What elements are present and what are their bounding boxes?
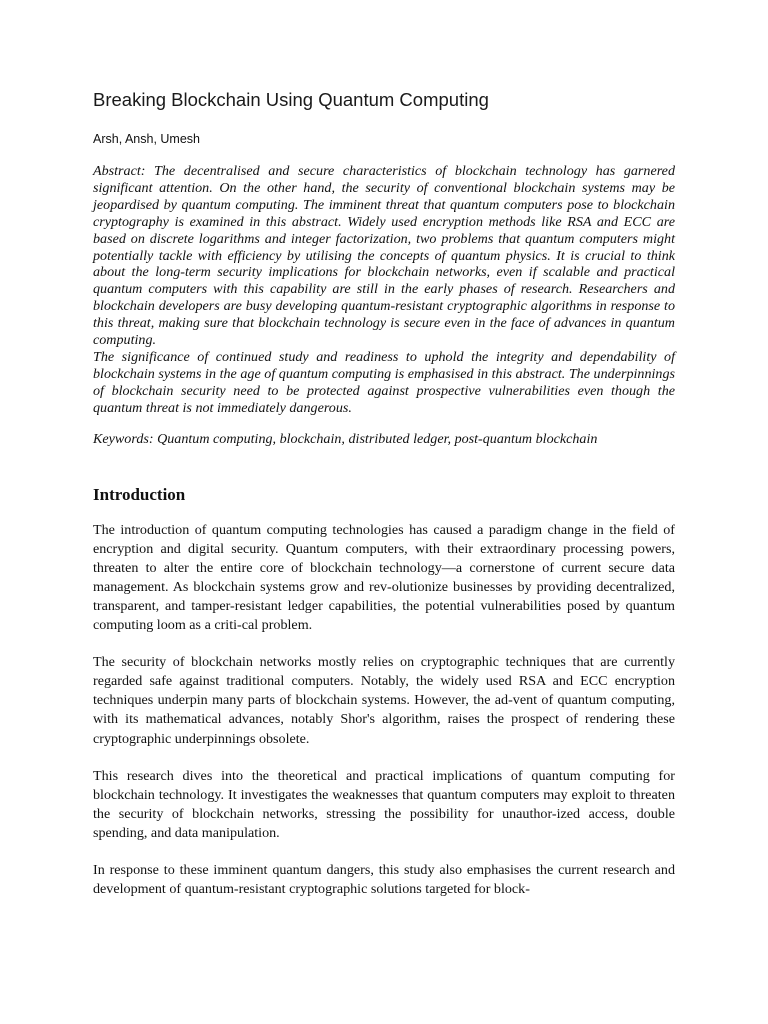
abstract-block [93, 163, 675, 417]
abstract-paragraph: The significance of continued study and readiness to uphold the integrity and dependability of blockchain systems in the age of quantum computing is emphasised in this abstract. The underpinnings of blockchain security need to be protected against prospective vulnerabilities even though the quantum threat is not immediately dangerous. [93, 348, 675, 416]
author-list: Arsh, Ansh, Umesh [93, 132, 200, 146]
section-heading-introduction: Introduction [93, 484, 186, 504]
keywords-line: Keywords: Quantum computing, blockchain, distributed ledger, post-quantum blockchain [93, 430, 598, 447]
body-paragraph: The security of blockchain networks mostly relies on cryptographic techniques that are currently regarded safe against traditional computers. Notably, the widely used RSA and ECC encryption techniques underpin many parts of blockchain systems. However, the ad-vent of quantum computing, with its mathematical advances, notably Shor's algorithm, raises the prospect of rendering these cryptographic underpinnings obsolete. [93, 654, 675, 747]
body-paragraph: The introduction of quantum computing technologies has caused a paradigm change in the field of encryption and digital security. Quantum computers, with their extraordinary processing powers, threaten to alter the entire core of blockchain technology—a cornerstone of current secure data management. As blockchain systems grow and rev-olutionize businesses by providing decentralized, transparent, and tamper-resistant ledger capabilities, the potential vulnerabilities posed by quantum computing loom as a criti-cal problem. [93, 521, 675, 634]
body-paragraph: This research dives into the theoretical and practical implications of quantum computing for blockchain technology. It investigates the weaknesses that quantum computers may exploit to threaten the security of blockchain networks, stressing the possibility for unauthor-ized access, double spending, and data manipulation. [93, 767, 675, 841]
paper-page [93, 88, 675, 899]
paper-title: Breaking Blockchain Using Quantum Computing [93, 89, 489, 110]
abstract-paragraph: Abstract: The decentralised and secure characteristics of blockchain technology has garnered significant attention. On the other hand, the security of conventional blockchain systems may be jeopardised by quantum computing. The imminent threat that quantum computers pose to blockchain cryptography is examined in this abstract. Widely used encryption methods like RSA and ECC are based on discrete logarithms and integer factorization, two problems that quantum computers might potentially tackle with efficiency by utilising the concepts of quantum physics. It is crucial to think about the long-term security implications for blockchain networks, even if scalable and practical quantum computers with this capability are still in the early phases of research. Researchers and blockchain developers are busy developing quantum-resistant cryptographic algorithms in response to this threat, making sure that blockchain technology is secure even in the face of advances in quantum computing. [93, 163, 675, 349]
body-paragraph: In response to these imminent quantum dangers, this study also emphasises the current research and development of quantum-resistant cryptographic solutions targeted for block- [93, 862, 675, 898]
